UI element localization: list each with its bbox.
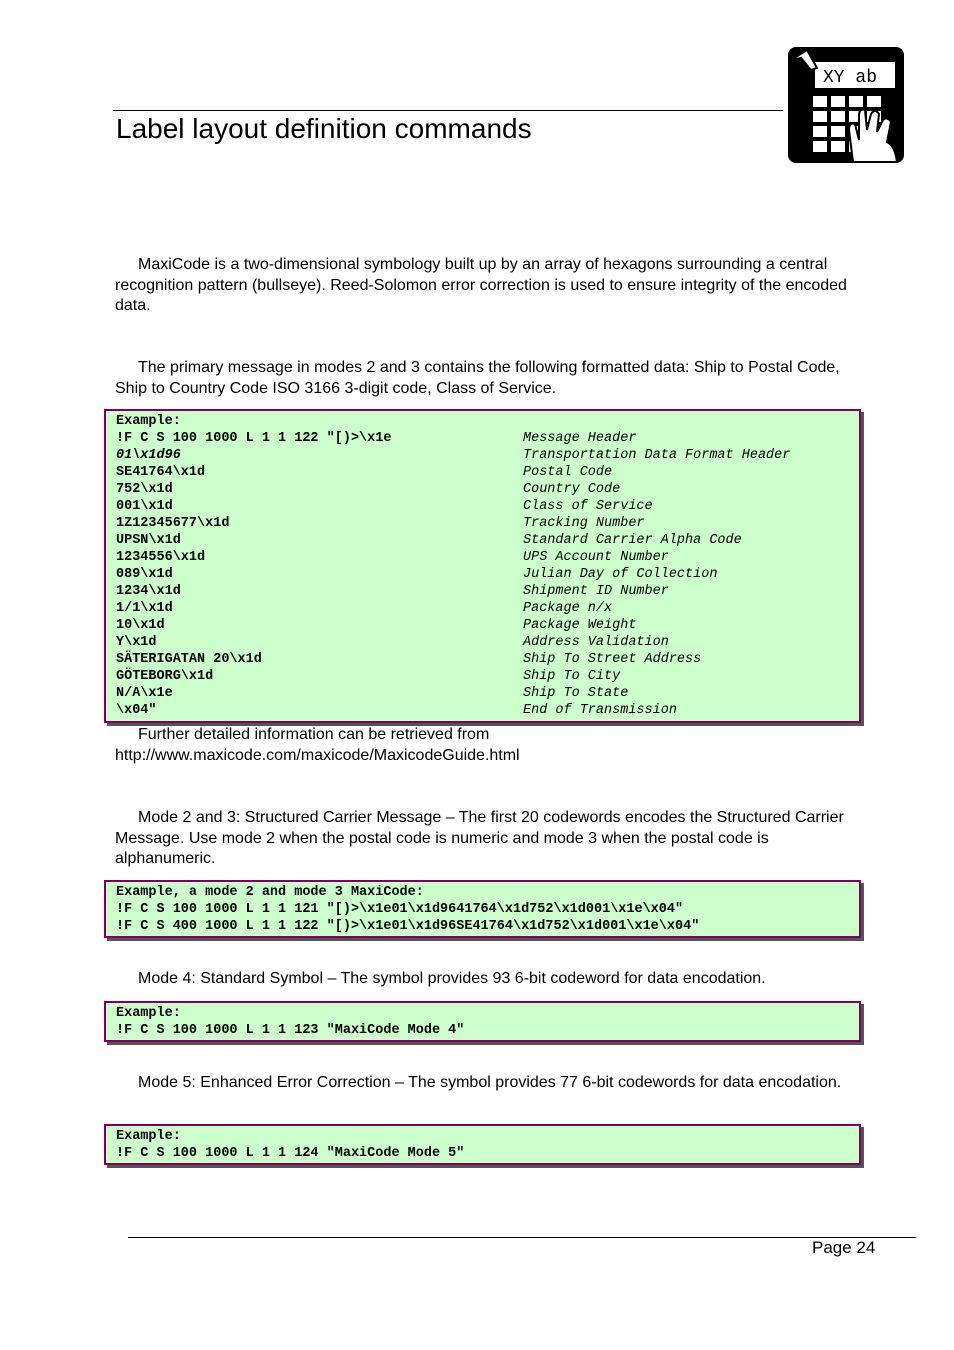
example-label: Example:	[116, 1006, 181, 1021]
code-row: \x04" End of Transmission	[116, 703, 677, 718]
code-row: !F C S 100 1000 L 1 1 123 "MaxiCode Mode 4"	[116, 1023, 465, 1038]
further-info-paragraph: Further detailed information can be retrieved from http://www.maxicode.com/maxicode/MaxicodeGuide.html	[115, 726, 520, 764]
footer-rule	[128, 1237, 916, 1238]
header-rule	[113, 110, 783, 111]
example-primary-message	[104, 409, 861, 723]
code-row: !F C S 100 1000 L 1 1 122 "[)>\x1e Message Header	[116, 431, 637, 446]
example-mode4	[104, 1001, 861, 1042]
page-title: Label layout definition commands	[116, 113, 532, 144]
example-mode23	[104, 880, 861, 938]
code-row: !F C S 100 1000 L 1 1 124 "MaxiCode Mode 5"	[116, 1146, 465, 1161]
example-label: Example:	[116, 1129, 181, 1144]
code-row: 752\x1d Country Code	[116, 482, 621, 497]
page-number: Page 24	[812, 1238, 876, 1257]
mode5-paragraph: Mode 5: Enhanced Error Correction – The symbol provides 77 6-bit codewords for data encodation.	[138, 1074, 842, 1091]
code-row: !F C S 400 1000 L 1 1 122 "[)>\x1e01\x1d96SE41764\x1d752\x1d001\x1e\x04"	[116, 919, 700, 934]
code-row: 1Z12345677\x1d Tracking Number	[116, 516, 645, 531]
code-row: 1/1\x1d Package n/x	[116, 601, 613, 616]
mode23-paragraph: Mode 2 and 3: Structured Carrier Message – The first 20 codewords encodes the Structured Carrier Message. Use mode 2 when the postal code is numeric and mode 3 when the postal code is alphanumeric.	[115, 809, 844, 867]
code-row: 001\x1d Class of Service	[116, 499, 653, 514]
code-row: 1234556\x1d UPS Account Number	[116, 550, 669, 565]
code-row: UPSN\x1d Standard Carrier Alpha Code	[116, 533, 742, 548]
mode4-paragraph: Mode 4: Standard Symbol – The symbol provides 93 6-bit codeword for data encodation.	[138, 970, 766, 987]
example-label: Example, a mode 2 and mode 3 MaxiCode:	[116, 885, 424, 900]
intro-paragraph: MaxiCode is a two-dimensional symbology built up by an array of hexagons surrounding a central recognition pattern (bullseye). Reed-Solomon error correction is used to ensure integrity of the encoded data.	[115, 256, 847, 314]
maxicode-guide-link: http://www.maxicode.com/maxicode/MaxicodeGuide.html	[115, 746, 520, 764]
code-row: !F C S 100 1000 L 1 1 121 "[)>\x1e01\x1d9641764\x1d752\x1d001\x1e\x04"	[116, 902, 684, 917]
code-row: GÖTEBORG\x1d Ship To City	[116, 669, 621, 684]
code-row: SE41764\x1d Postal Code	[116, 465, 613, 480]
calculator-hand-icon	[787, 46, 905, 166]
primary-message-paragraph: The primary message in modes 2 and 3 contains the following formatted data: Ship to Postal Code, Ship to Country Code ISO 3166 3-digit code, Class of Service.	[115, 359, 840, 397]
code-row: 1234\x1d Shipment ID Number	[116, 584, 669, 599]
code-row: SÄTERIGATAN 20\x1d Ship To Street Address	[116, 652, 702, 667]
code-row: 089\x1d Julian Day of Collection	[116, 567, 718, 582]
code-row: 01\x1d96 Transportation Data Format Header	[116, 448, 791, 463]
logo-text: XY ab	[823, 68, 878, 88]
example-label: Example:	[116, 414, 181, 429]
code-row: 10\x1d Package Weight	[116, 618, 637, 633]
code-row: Y\x1d Address Validation	[116, 635, 669, 650]
code-row: N/A\x1e Ship To State	[116, 686, 629, 701]
example-mode5	[104, 1124, 861, 1165]
